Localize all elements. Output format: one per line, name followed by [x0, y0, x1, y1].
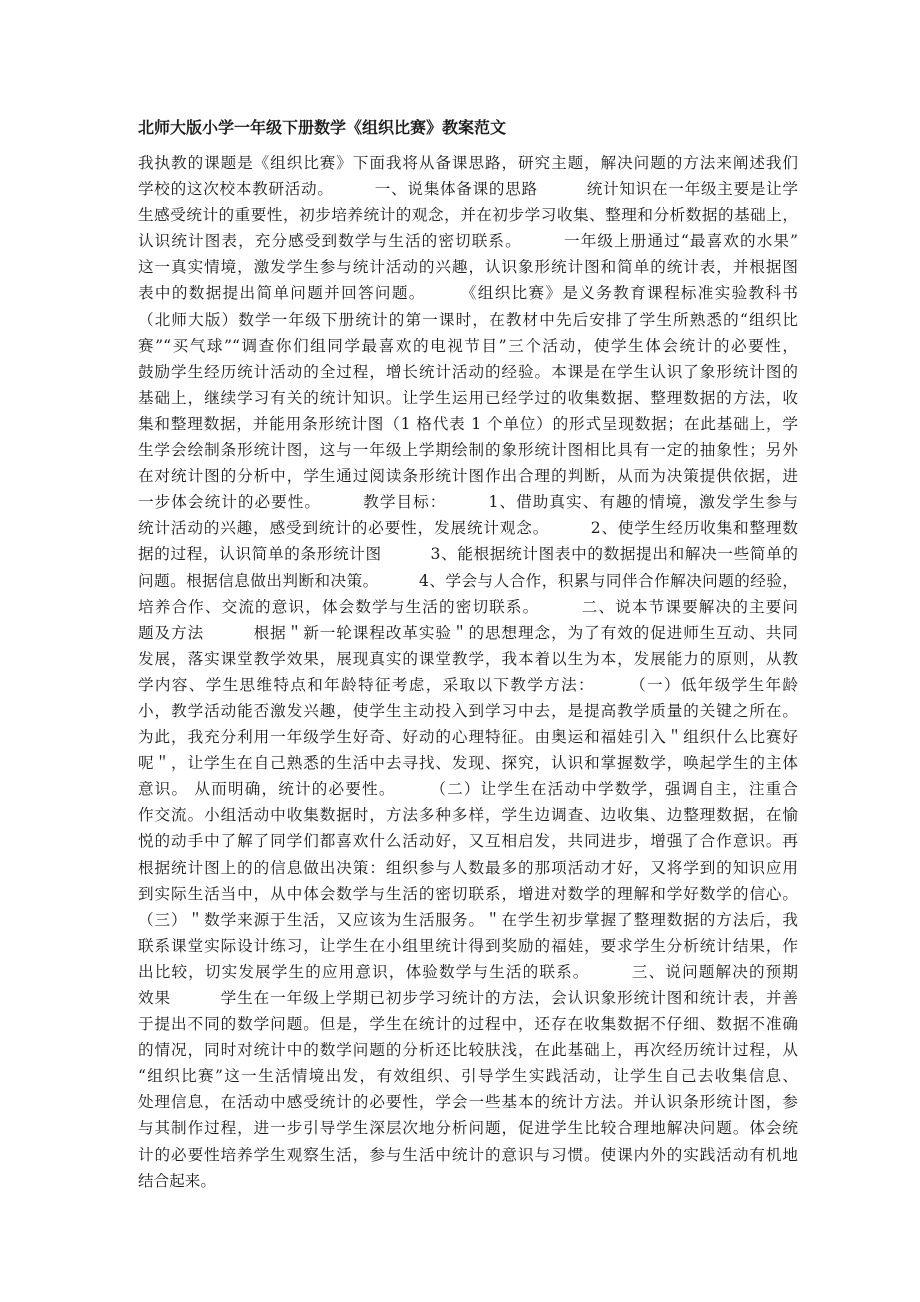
body-text-line: 根据统计图上的的信息做出决策：组织参与人数最多的那项活动才好，又将学到的知识应用: [138, 858, 798, 877]
body-text-line: 发展，落实课堂教学效果，展现真实的课堂教学，我本着以生为本，发展能力的原则，从教: [138, 649, 798, 668]
body-text-line: 生感受统计的重要性，初步培养统计的观念，并在初步学习收集、整理和分析数据的基础上，: [138, 206, 798, 225]
body-text-line: 与其制作过程，进一步引导学生深层次地分析问题，促进学生比较合理地解决问题。体会统: [138, 1119, 798, 1138]
body-text-line: 这一真实情境，激发学生参与统计活动的兴趣，认识象形统计图和简单的统计表，并根据图: [138, 258, 798, 277]
body-text-line: 题及方法 根据＂新一轮课程改革实验＂的思想理念，为了有效的促进师生互动、共同: [138, 623, 798, 642]
body-text-line: 表中的数据提出简单问题并回答问题。 《组织比赛》是义务教育课程标准实验教科书: [138, 284, 798, 303]
body-text-line: 我执教的课题是《组织比赛》下面我将从备课思路，研究主题，解决问题的方法来阐述我们: [138, 154, 798, 172]
body-text-line: 集和整理数据，并能用条形统计图（1 格代表 1 个单位）的形式呈现数据；在此基础上，学: [138, 414, 798, 433]
body-text-line: 生学会绘制条形统计图，这与一年级上学期绘制的象形统计图相比具有一定的抽象性；另外: [138, 441, 798, 460]
body-text-line: 的情况，同时对统计中的数学问题的分析还比较肤浅，在此基础上，再次经历统计过程，从: [138, 1041, 798, 1060]
body-text-line: 出比较，切实发展学生的应用意识，体验数学与生活的联系。 三、说问题解决的预期: [138, 962, 798, 981]
body-text-line: 呢＂，让学生在自己熟悉的生活中去寻找、发现、探究，认识和掌握数学，唤起学生的主体: [138, 754, 798, 773]
body-text-line: 作交流。小组活动中收集数据时，方法多种多样，学生边调查、边收集、边整理数据，在愉: [138, 806, 798, 825]
body-text-line: 在对统计图的分析中，学生通过阅读条形统计图作出合理的判断，从而为决策提供依据，进: [138, 467, 798, 486]
body-text-line: 为此，我充分利用一年级学生好奇、好动的心理特征。由奥运和福娃引入＂组织什么比赛好: [138, 728, 798, 747]
body-text-line: 一步体会统计的必要性。 教学目标： 1、借助真实、有趣的情境，激发学生参与: [138, 493, 798, 512]
body-text-line: （三）＂数学来源于生活，又应该为生活服务。＂在学生初步掌握了整理数据的方法后，我: [138, 910, 798, 929]
body-text-line: 小，教学活动能否激发兴趣，使学生主动投入到学习中去，是提高教学质量的关键之所在。: [138, 701, 798, 720]
body-text-line: 联系课堂实际设计练习，让学生在小组里统计得到奖励的福娃，要求学生分析统计结果，作: [138, 936, 798, 955]
body-text-line: “组织比赛”这一生活情境出发，有效组织、引导学生实践活动，让学生自己去收集信息、: [138, 1067, 798, 1086]
document-body: [138, 150, 798, 1194]
document-title: 北师大版小学一年级下册数学《组织比赛》教案范文: [138, 118, 507, 137]
body-text-line: 效果 学生在一年级上学期已初步学习统计的方法，会认识象形统计图和统计表，并善: [138, 989, 798, 1007]
body-text-line: 鼓励学生经历统计活动的全过程，增长统计活动的经验。本课是在学生认识了象形统计图的: [138, 362, 798, 381]
body-text-line: 结合起来。: [138, 1171, 216, 1190]
body-text-line: 计的必要性培养学生观察生活，参与生活中统计的意识与习惯。使课内外的实践活动有机地: [138, 1145, 798, 1164]
body-text-line: 处理信息，在活动中感受统计的必要性，学会一些基本的统计方法。并认识条形统计图，参: [138, 1093, 798, 1112]
body-text-line: 统计活动的兴趣，感受到统计的必要性，发展统计观念。 2、使学生经历收集和整理数: [138, 519, 798, 538]
body-text-line: 意识。 从而明确，统计的必要性。 （二）让学生在活动中学数学，强调自主，注重合: [138, 780, 798, 799]
body-text-line: （北师大版）数学一年级下册统计的第一课时，在教材中先后安排了学生所熟悉的“组织比: [138, 310, 798, 329]
body-text-line: 据的过程，认识简单的条形统计图 3、能根据统计图表中的数据提出和解决一些简单的: [138, 545, 798, 564]
body-text-line: 到实际生活当中，从中体会数学与生活的密切联系，增进对数学的理解和学好数学的信心。: [138, 884, 798, 903]
body-text-line: 问题。根据信息做出判断和决策。 4、学会与人合作，积累与同伴合作解决问题的经验，: [138, 571, 798, 590]
body-text-line: 于提出不同的数学问题。但是，学生在统计的过程中，还存在收集数据不仔细、数据不准确: [138, 1015, 798, 1034]
body-text-line: 基础上，继续学习有关的统计知识。让学生运用已经学过的收集数据、整理数据的方法，收: [138, 388, 798, 407]
body-text-line: 认识统计图表，充分感受到数学与生活的密切联系。 一年级上册通过“最喜欢的水果”: [138, 232, 798, 251]
body-text-line: 学内容、学生思维特点和年龄特征考虑，采取以下教学方法： （一）低年级学生年龄: [138, 675, 798, 694]
body-text-line: 赛”“买气球”“调查你们组同学最喜欢的电视节目”三个活动，使学生体会统计的必要性，: [138, 336, 798, 355]
body-text-line: 培养合作、交流的意识，体会数学与生活的密切联系。 二、说本节课要解决的主要问: [138, 597, 798, 616]
body-text-line: 悦的动手中了解了同学们都喜欢什么活动好，又互相启发，共同进步，增强了合作意识。再: [138, 832, 798, 851]
body-text-line: 学校的这次校本教研活动。 一、说集体备课的思路 统计知识在一年级主要是让学: [138, 180, 798, 199]
